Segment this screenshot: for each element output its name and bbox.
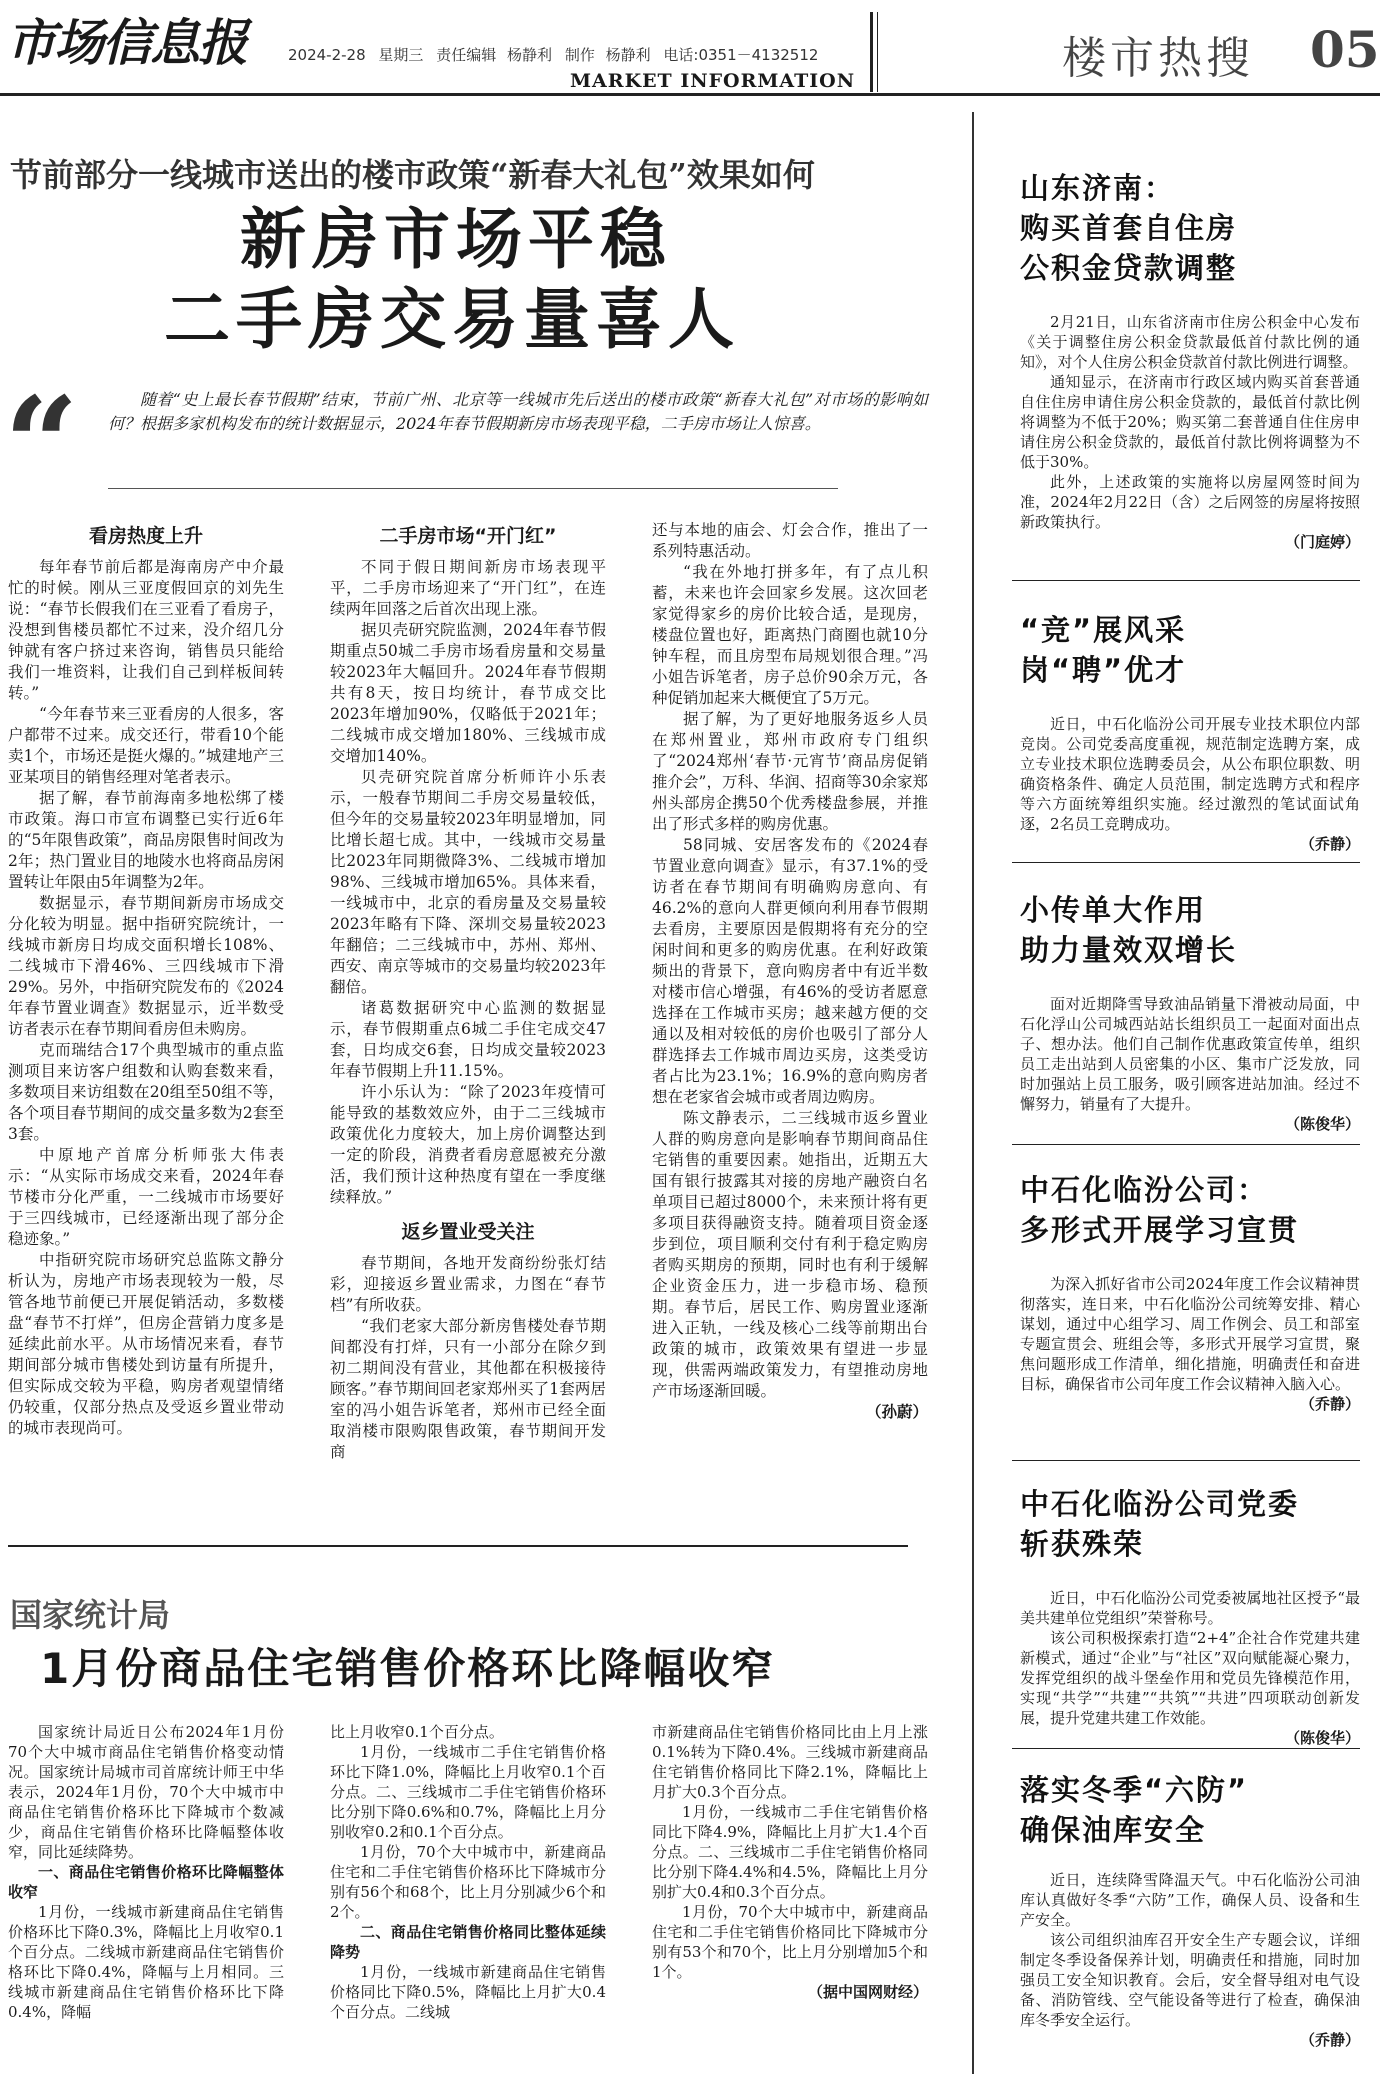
sidebar-title: 购买首套自住房 (1020, 211, 1238, 245)
stats-col-2 (330, 1722, 606, 2022)
sidebar-rule (1012, 580, 1360, 581)
sidebar-rule (1012, 1748, 1360, 1749)
sidebar-item-jinggang (1020, 610, 1360, 854)
issue-weekday: 星期三 (378, 46, 424, 64)
editor-name: 杨静利 (507, 46, 553, 64)
issue-date: 2024-2-28 (288, 46, 366, 64)
sidebar-body (1020, 994, 1360, 1134)
lead-headline-1: 新房市场平稳 (240, 201, 672, 278)
byline: （陈俊华） (1284, 1729, 1360, 1747)
lead-col-1 (8, 520, 284, 1439)
sidebar-item-xuexi (1020, 1170, 1360, 1414)
sidebar-body (1020, 1588, 1360, 1748)
sidebar-item-shurong (1020, 1484, 1360, 1748)
paragraph: 为深入抓好省市公司2024年度工作会议精神贯彻落实，连日来，中石化临汾公司统筹安排、精心谋划，通过中心组学习、周工作例会、员工和部室专题宣贯会、班组会等，多形式开展学习宣贯，聚焦问题形成工作清单，细化措施，明确责任和奋进目标，确保省市公司年度工作会议精神入脑入心。 (1020, 1275, 1360, 1393)
sidebar-title: 落实冬季“六防” (1020, 1773, 1249, 1807)
masthead-info (288, 44, 818, 65)
sidebar-item-liufang (1020, 1770, 1360, 2050)
sidebar-title: 多形式开展学习宣贯 (1020, 1213, 1300, 1247)
paragraph: 据了解，春节前海南多地松绑了楼市政策。海口市宣布调整已实行近6年的“5年限售政策”，商品房限售时间改为2年；热门置业目的地陵水也将商品房闲置转让年限由5年调整为2年。 (8, 789, 284, 891)
byline: （陈俊华） (1284, 1115, 1360, 1133)
paragraph: 据贝壳研究院监测，2024年春节假期重点50城二手房市场看房量和交易量较2023年大幅回升。2024年春节假期共有8天，按日均统计，春节成交比2023年增加90%，仅略低于2021年；二线城市成交增加180%、三线城市成交增加140%。 (330, 621, 606, 765)
paragraph: 1月份，70个大中城市中，新建商品住宅和二手住宅销售价格同比下降城市分别有53个和70个，比上月分别增加5个和1个。 (652, 1903, 928, 1981)
paragraph: “我们老家大部分新房售楼处春节期间都没有打烊，只有一小部分在除夕到初二期间没有营业，其他都在积极接待顾客。”春节期间回老家郑州买了1套两居室的冯小姐告诉笔者，郑州市已经全面取消楼市限购限售政策，春节期间开发商 (330, 1317, 606, 1461)
sidebar-title: “竞”展风采 (1020, 613, 1187, 647)
lead-col-2 (330, 520, 606, 1463)
sidebar-title: 斩获殊荣 (1020, 1527, 1145, 1561)
sidebar-rule (1012, 1144, 1360, 1145)
paragraph: 还与本地的庙会、灯会合作，推出了一系列特惠活动。 (652, 521, 928, 560)
editor-label: 责任编辑 (436, 46, 497, 64)
paragraph: 克而瑞结合17个典型城市的重点监测项目来访客户组数和认购套数来看，多数项目来访组数在20组至50组不等，各个项目春节期间的成交量多数为2套至3套。 (8, 1041, 284, 1143)
paragraph: 58同城、安居客发布的《2024春节置业意向调查》显示，有37.1%的受访者在春节期间有明确购房意向、有46.2%的意向人群更倾向利用春节假期去看房，主要原因是假期将有充分的空闲时间和更多的购房优惠。在利好政策频出的背景下，意向购房者中有近半数对楼市信心增强，有46%的受访者愿意选择在工作城市买房；越来越方便的交通以及相对较低的房价也吸引了部分人群选择去工作城市周边买房，这类受访者占比为23.1%；16.9%的意向购房者想在老家省会城市或者周边购房。 (652, 836, 928, 1106)
paragraph: 1月份，一线城市二手住宅销售价格环比下降1.0%，降幅比上月收窄0.1个百分点。二、三线城市二手住宅销售价格环比分别下降0.6%和0.7%，降幅比上月分别收窄0.2和0.1个百分点。 (330, 1743, 606, 1841)
byline: （孙蔚） (865, 1403, 928, 1421)
stats-col-3 (652, 1722, 928, 2002)
paragraph: “我在外地打拼多年，有了点儿积蓄，未来也许会回家乡发展。这次回老家觉得家乡的房价比较合适，是现房，楼盘位置也好，距离热门商圈也就10分钟车程，而且房型布局规划很合理。”冯小姐告诉笔者，房子总价90余万元，各种促销加起来大概便宜了5万元。 (652, 563, 928, 707)
paragraph: 1月份，一线城市二手住宅销售价格同比下降4.9%，降幅比上月扩大1.4个百分点。二、三线城市二手住宅销售价格同比分别下降4.4%和4.5%，降幅比上月分别扩大0.4和0.3个百分点。 (652, 1803, 928, 1901)
paragraph: 据了解，为了更好地服务返乡人员在郑州置业，郑州市政府专门组织了“2024郑州‘春节·元宵节’商品房促销推介会”，万科、华润、招商等30余家郑州头部房企携50个优秀楼盘参展，并推出了形式多样的购房优惠。 (652, 710, 928, 833)
sidebar-title: 小传单大作用 (1020, 893, 1207, 927)
sub-heading-kanfang: 看房热度上升 (88, 525, 203, 547)
paragraph: 面对近期降雪导致油品销量下滑被动局面，中石化浮山公司城西站站长组织员工一起面对面出点子、想办法。他们自己制作优惠政策宣传单，组织员工走出站到人员密集的小区、集市广泛发放，同时加强站上员工服务，吸引顾客进站加油。经过不懈努力，销量有了大提升。 (1020, 995, 1360, 1113)
paragraph: 此外，上述政策的实施将以房屋网签时间为准，2024年2月22日（含）之后网签的房屋将按照新政策执行。 (1020, 473, 1360, 531)
phone: 电话:0351－4132512 (663, 46, 819, 64)
sub-heading-ershoufang: 二手房市场“开门红” (379, 525, 557, 547)
paragraph: 陈文静表示，二三线城市返乡置业人群的购房意向是影响春节期间商品住宅销售的重要因素。她指出，近期五大国有银行披露其对接的房地产融资白名单项目已超过8000个，未来预计将有更多项目获得融资支持。随着项目资金逐步到位，项目顺利交付有利于稳定购房者购买期房的预期，同时也有利于缓解企业资金压力，进一步稳市场、稳预期。春节后，居民工作、购房置业逐渐进入正轨，一线及核心二线等前期出台政策的城市，政策效果有望进一步显现，供需两端政策发力，有望推动房地产市场逐渐回暖。 (652, 1109, 928, 1400)
masthead-rule (0, 93, 1380, 96)
sidebar-body (1020, 1274, 1360, 1414)
sidebar-title: 确保油库安全 (1020, 1813, 1207, 1847)
sidebar-title: 岗“聘”优才 (1020, 653, 1187, 687)
paragraph: 数据显示，春节期间新房市场成交分化较为明显。据中指研究院统计，一线城市新房日均成交面积增长108%、二线城市下滑46%、三四线城市下滑29%。另外，中指研究院发布的《2024年春节置业调查》数据显示，近半数受访者表示在春节期间看房但未购房。 (8, 894, 284, 1038)
paragraph: 市新建商品住宅销售价格同比由上月上涨0.1%转为下降0.4%。三线城市新建商品住宅销售价格同比下降2.1%，降幅比上月扩大0.3个百分点。 (652, 1723, 928, 1801)
paragraph: 许小乐认为：“除了2023年疫情可能导致的基数效应外，由于二三线城市政策优化力度较大，加上房价调整达到一定的阶段，消费者看房意愿被充分激活，我们预计这种热度有望在一季度继续释放。” (330, 1083, 606, 1206)
sidebar-item-chuandan (1020, 890, 1360, 1134)
masthead-english: MARKET INFORMATION (570, 70, 856, 92)
sub-heading-fanxiang: 返乡置业受关注 (401, 1221, 535, 1243)
lead-col-3 (652, 520, 928, 1423)
lead-intro: 随着“史上最长春节假期”结束，节前广州、北京等一线城市先后送出的楼市政策“新春大礼包”对市场的影响如何？根据多家机构发布的统计数据显示，2024年春节假期新房市场表现平稳，二手房市场让人惊喜。 (108, 390, 928, 433)
paragraph: 中原地产首席分析师张大伟表示：“从实际市场成交来看，2024年春节楼市分化严重，一二线城市市场要好于三四线城市，已经逐渐出现了部分企稳迹象。” (8, 1146, 284, 1248)
producer-name: 杨静利 (605, 46, 651, 64)
lead-bottom-rule (8, 1545, 908, 1547)
paragraph: 1月份，70个大中城市中，新建商品住宅和二手住宅销售价格环比下降城市分别有56个和68个，比上月分别减少6个和2个。 (330, 1843, 606, 1921)
sidebar-body (1020, 714, 1360, 854)
paragraph: 通知显示，在济南市行政区域内购买首套普通自住住房申请住房公积金贷款的，最低首付款比例将调整为不低于20%；购买第二套普通自住住房申请住房公积金贷款的，最低首付款比例将调整为不低于30%。 (1020, 373, 1360, 471)
paragraph: 1月份，一线城市新建商品住宅销售价格同比下降0.5%，降幅比上月扩大0.4个百分点。二线城 (330, 1963, 606, 2021)
stats-kicker: 国家统计局 (10, 1596, 171, 1634)
sidebar-title: 山东济南： (1020, 171, 1176, 205)
paragraph: 国家统计局近日公布2024年1月份70个大中城市商品住宅销售价格变动情况。国家统计局城市司首席统计师王中华表示，2024年1月份，70个大中城市中商品住宅销售价格环比下降城市个数减少，商品住宅销售价格环比降幅整体收窄，同比延续降势。 (8, 1723, 284, 1861)
paragraph: 近日，中石化临汾公司党委被属地社区授予“最美共建单位党组织”荣誉称号。 (1020, 1589, 1360, 1627)
paragraph: 中指研究院市场研究总监陈文静分析认为，房地产市场表现较为一般，尽管各地节前便已开展促销活动，多数楼盘“春节不打烊”，但房企营销力度多是延续此前水平。从市场情况来看，春节期间部分城市售楼处到访量有所提升，但实际成交较为平稳，购房者观望情绪仍较重，仅部分热点及受返乡置业带动的城市表现尚可。 (8, 1251, 284, 1437)
paragraph: 1月份，一线城市新建商品住宅销售价格环比下降0.3%，降幅比上月收窄0.1个百分点。二线城市新建商品住宅销售价格环比下降0.4%，降幅与上月相同。三线城市新建商品住宅销售价格环比下降0.4%，降幅 (8, 1903, 284, 2021)
sidebar-divider (972, 112, 974, 2074)
sidebar-title: 中石化临汾公司党委 (1020, 1487, 1300, 1521)
byline: （门庭婷） (1284, 533, 1360, 551)
sidebar-body (1020, 1870, 1360, 2050)
sidebar-rule (1012, 862, 1360, 863)
paragraph: 2月21日，山东省济南市住房公积金中心发布《关于调整住房公积金贷款最低首付款比例的通知》，对个人住房公积金贷款首付款比例进行调整。 (1020, 313, 1360, 371)
page-number: 05 (1310, 20, 1380, 79)
section-name: 楼市热搜 (1062, 33, 1254, 84)
sidebar-title: 助力量效双增长 (1020, 933, 1238, 967)
masthead-divider-v2 (877, 12, 878, 92)
sidebar-rule (1012, 1460, 1360, 1461)
paragraph: 春节期间，各地开发商纷纷张灯结彩，迎接返乡置业需求，力图在“春节档”有所收获。 (330, 1254, 606, 1314)
quote-mark: “ (4, 368, 79, 521)
paragraph: 近日，连续降雪降温天气。中石化临汾公司油库认真做好冬季“六防”工作，确保人员、设备和生产安全。 (1020, 1871, 1360, 1929)
byline: （乔静） (1299, 835, 1360, 853)
intro-rule (108, 488, 838, 489)
paragraph: 近日，中石化临汾公司开展专业技术职位内部竞岗。公司党委高度重视，规范制定选聘方案，成立专业技术职位选聘委员会，从公布职位职数、明确资格条件、确定人员范围，制定选聘方式和程序等六方面统筹组织实施。经过激烈的笔试面试角逐，2名员工竞聘成功。 (1020, 715, 1360, 833)
producer-label: 制作 (564, 46, 595, 64)
section-heading: 二、商品住宅销售价格同比整体延续降势 (330, 1923, 606, 1961)
sidebar-title: 中石化临汾公司： (1020, 1173, 1269, 1207)
byline: （乔静） (1299, 1395, 1360, 1413)
stats-headline: 1月份商品住宅销售价格环比降幅收窄 (40, 1644, 776, 1693)
paragraph: 贝壳研究院首席分析师许小乐表示，一般春节期间二手房交易量较低，但今年的交易量较2023年明显增加，同比增长超七成。其中，一线城市交易量比2023年同期微降3%、二线城市增加98%、三线城市增加65%。具体来看，一线城市中，北京的看房量及交易量较2023年略有下降、深圳交易量较2023年翻倍；二三线城市中，苏州、郑州、西安、南京等城市的交易量均较2023年翻倍。 (330, 768, 606, 996)
paper-logo: 市场信息报 (6, 13, 246, 72)
stats-col-1 (8, 1722, 284, 2022)
sidebar-title: 公积金贷款调整 (1020, 251, 1238, 285)
paragraph: 该公司组织油库召开安全生产专题会议，详细制定冬季设备保养计划，明确责任和措施，同时加强员工安全知识教育。会后，安全督导组对电气设备、消防管线、空气能设备等进行了检查，确保油库冬季安全运行。 (1020, 1931, 1360, 2029)
paragraph: 每年春节前后都是海南房产中介最忙的时候。刚从三亚度假回京的刘先生说：“春节长假我们在三亚看了看房子，没想到售楼员都忙不过来，没介绍几分钟就有客户挤过来咨询，销售员只能给我们一堆资料，让我们自己到样板间转转。” (8, 558, 284, 702)
masthead-divider-v1 (870, 12, 873, 92)
lead-kicker: 节前部分一线城市送出的楼市政策“新春大礼包”效果如何 (10, 156, 815, 194)
sidebar-item-jinan (1020, 168, 1360, 552)
paragraph: 该公司积极探索打造“2+4”企社合作党建共建新模式，通过“企业”与“社区”双向赋能凝心聚力，发挥党组织的战斗堡垒作用和党员先锋模范作用，实现“共学”“共建”“共筑”“共进”四项联动创新发展，提升党建共建工作效能。 (1020, 1629, 1360, 1727)
lead-headline-2: 二手房交易量喜人 (164, 281, 740, 358)
paragraph: 诸葛数据研究中心监测的数据显示，春节假期重点6城二手住宅成交47套，日均成交6套，日均成交量较2023年春节假期上升11.15%。 (330, 999, 606, 1080)
paragraph: 不同于假日期间新房市场表现平平，二手房市场迎来了“开门红”，在连续两年回落之后首次出现上涨。 (330, 558, 606, 618)
sidebar-body (1020, 312, 1360, 552)
byline: （据中国网财经） (807, 1983, 928, 2001)
byline: （乔静） (1299, 2031, 1360, 2049)
paragraph: “今年春节来三亚看房的人很多，客户都带不过来。成交还行，带看10个能卖1个，市场还是挺火爆的。”城建地产三亚某项目的销售经理对笔者表示。 (8, 705, 284, 786)
paragraph: 比上月收窄0.1个百分点。 (330, 1723, 504, 1741)
section-heading: 一、商品住宅销售价格环比降幅整体收窄 (8, 1863, 284, 1901)
